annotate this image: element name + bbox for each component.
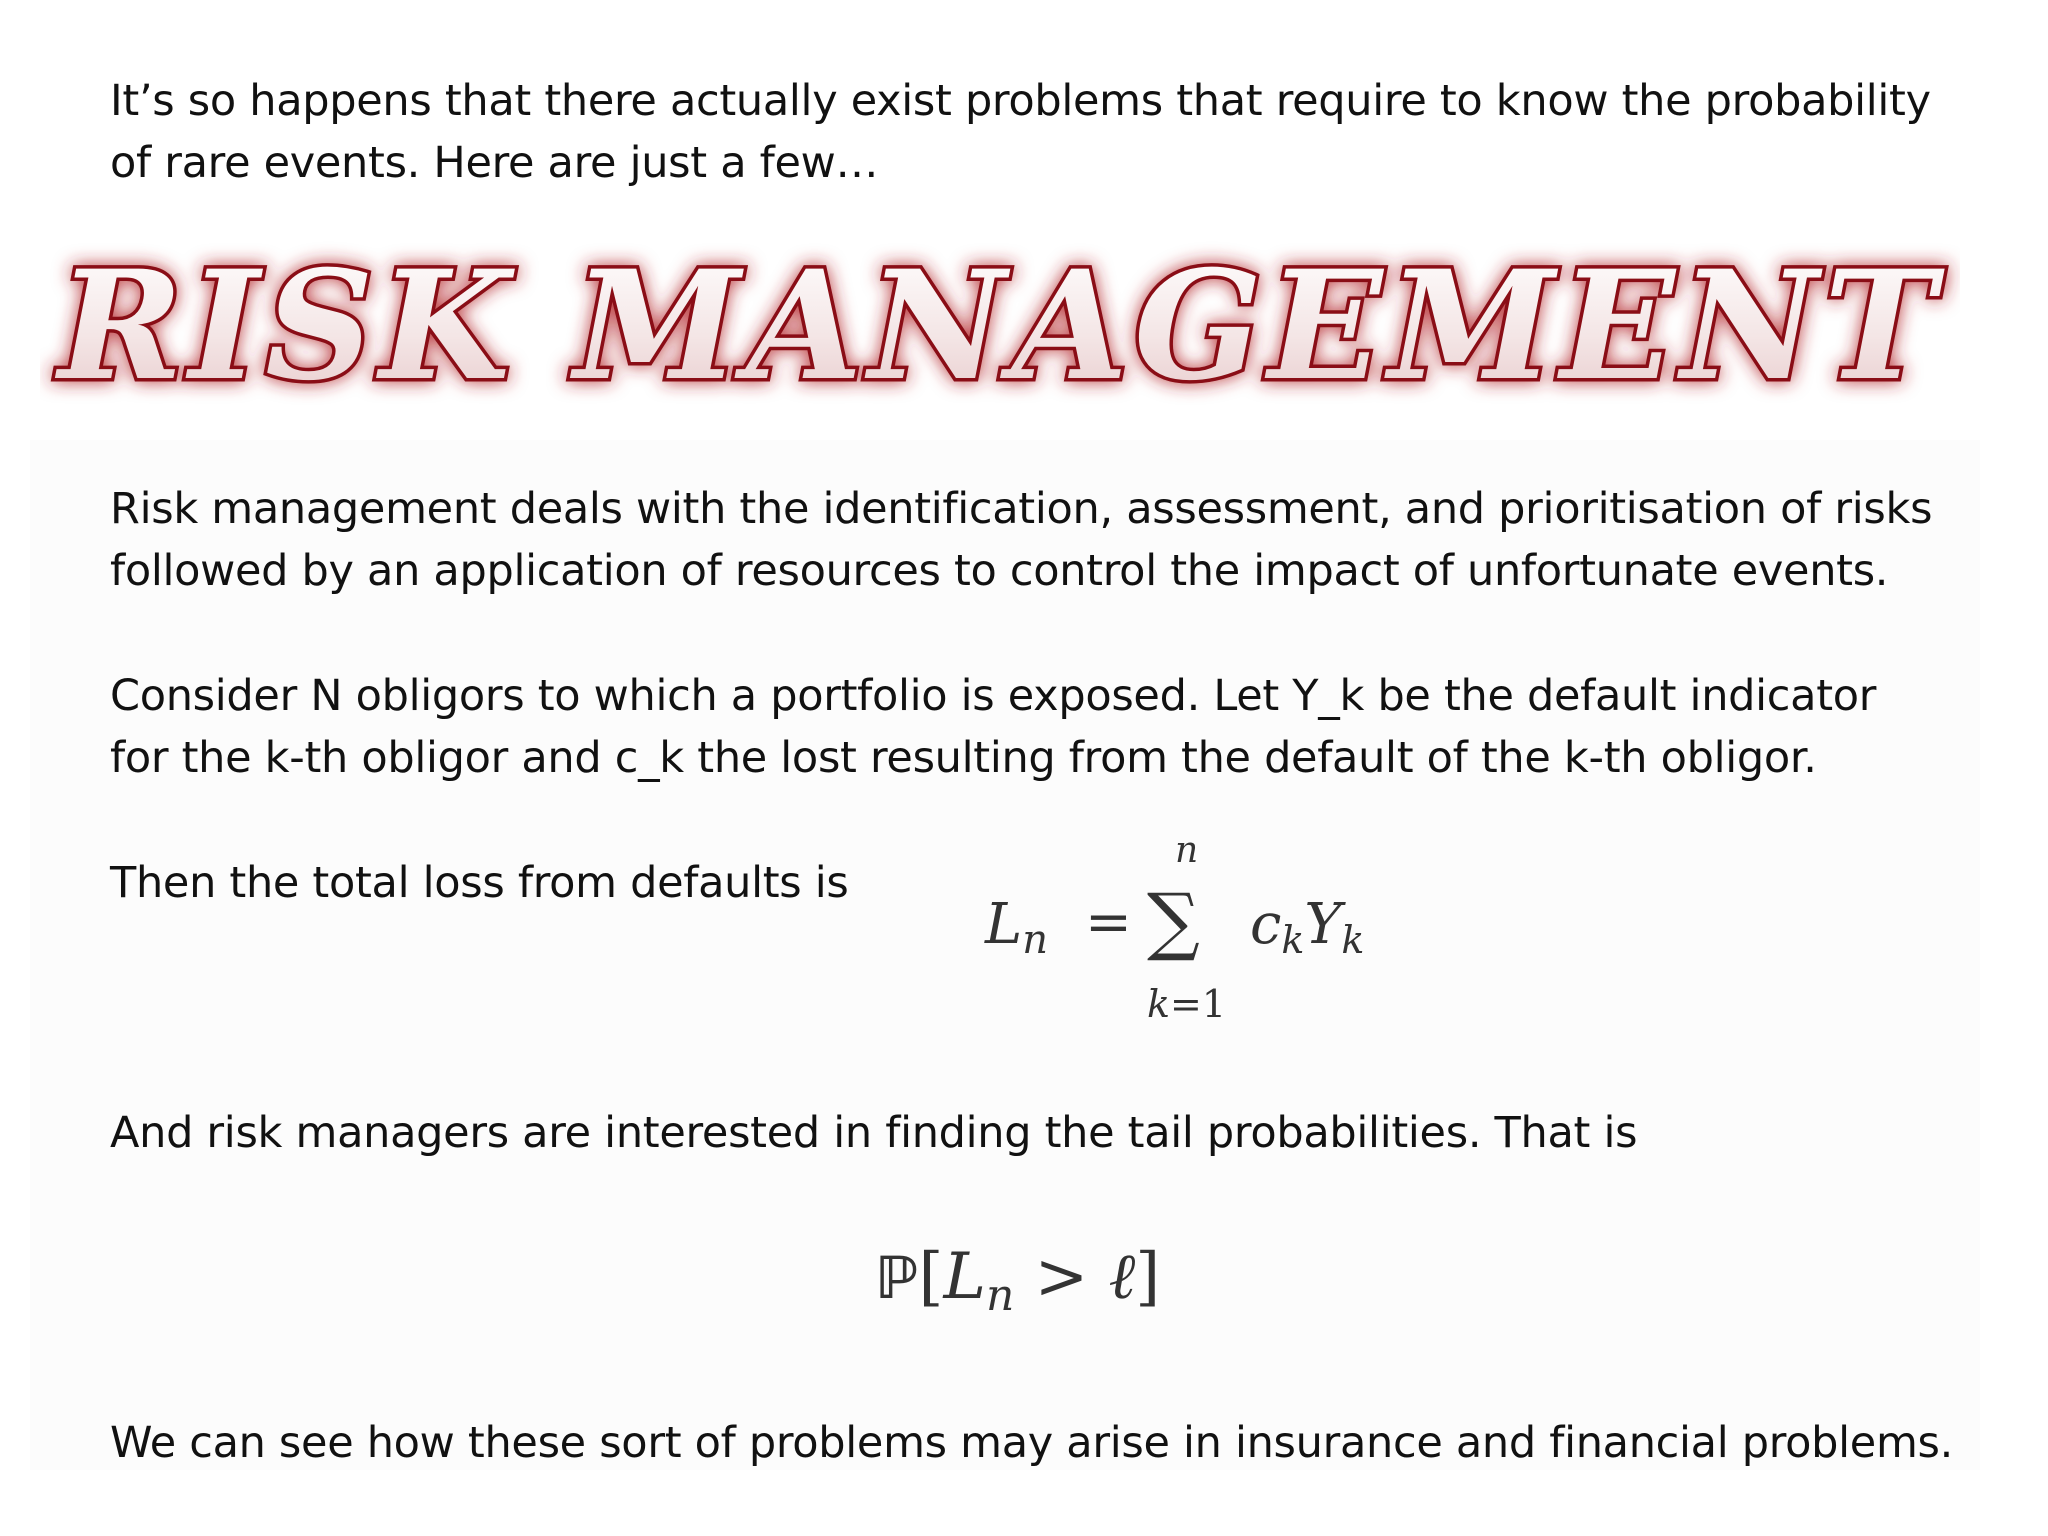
sum-sigma: ∑	[1147, 878, 1200, 964]
total-loss-formula	[985, 830, 1405, 1040]
tail-probability-paragraph	[110, 1102, 1637, 1164]
formula-rhs: $c_kY_k$	[1250, 892, 1365, 962]
total-loss-paragraph	[110, 852, 849, 914]
tail-probability-line: And risk managers are interested in finding the tail probabilities. That is	[110, 1108, 1638, 1158]
conclusion-paragraph	[110, 1412, 1953, 1474]
conclusion-line: We can see how these sort of problems may arise in insurance and financial problems.	[110, 1418, 1954, 1468]
obligors-line-2: for the k-th obligor and c_k the lost resulting from the default of the k-th obligor.	[110, 733, 1817, 783]
intro-line-1: It’s so happens that there actually exist problems that require to know the probability	[110, 76, 1931, 126]
tail-probability-formula: $ℙ[L_n$ > ℓ]	[875, 1240, 1161, 1321]
risk-line-2: followed by an application of resources to control the impact of unfortunate events.	[110, 546, 1889, 596]
formula-equals: =	[1085, 890, 1132, 955]
sum-lower-limit: k=1	[1147, 982, 1227, 1026]
intro-paragraph	[110, 70, 1931, 194]
risk-management-banner	[40, 220, 1960, 440]
banner-title: RISK MANAGEMENT	[58, 238, 1942, 414]
risk-line-1: Risk management deals with the identification, assessment, and prioritisation of risks	[110, 484, 1933, 534]
probability-symbol: ℙ	[875, 1244, 919, 1312]
total-loss-line: Then the total loss from defaults is	[110, 858, 849, 908]
obligors-line-1: Consider N obligors to which a portfolio is exposed. Let Y_k be the default indicator	[110, 671, 1877, 721]
risk-management-paragraph	[110, 478, 1932, 602]
sum-upper-limit: n	[1175, 830, 1199, 871]
formula-lhs: $L_n$	[985, 892, 1048, 963]
obligors-paragraph	[110, 665, 1876, 789]
intro-line-2: of rare events. Here are just a few…	[110, 138, 879, 188]
